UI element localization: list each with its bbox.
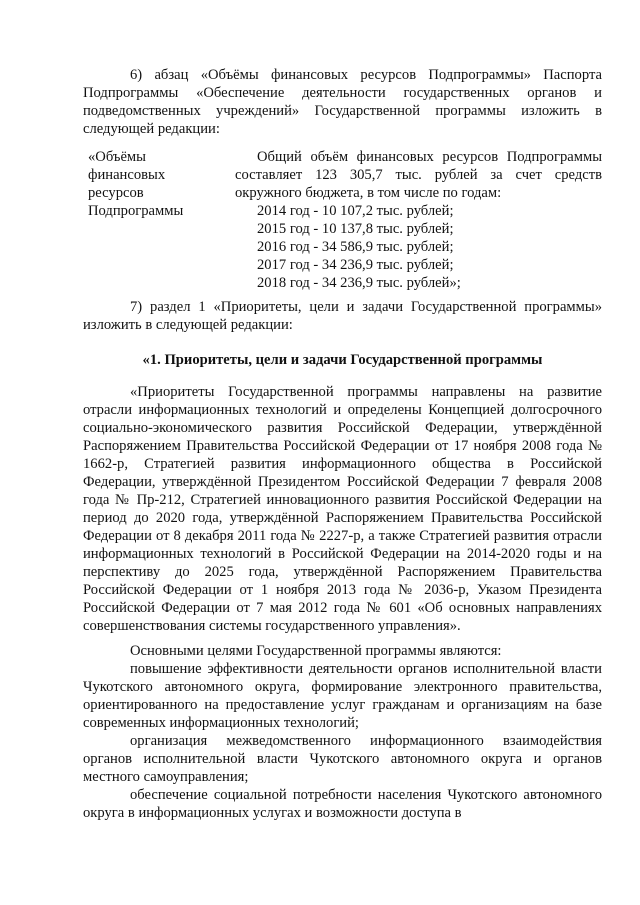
label-line: Подпрограммы (88, 203, 184, 219)
financing-year-row: 2016 год - 34 586,9 тыс. рублей; (257, 239, 454, 255)
item-7-paragraph: 7) раздел 1 «Приоритеты, цели и задачи Государственной программы» изложить в следующей редакции: (83, 299, 602, 333)
item-6-paragraph: 6) абзац «Объёмы финансовых ресурсов Подпрограммы» Паспорта Подпрограммы «Обеспечение деятельности государственных органов и подведомственных учреждений» Государственной программы изложить в следующей редакции: (83, 67, 602, 137)
goals-intro: Основными целями Государственной программы являются: (130, 643, 502, 659)
passport-field-label (88, 148, 228, 220)
financing-year-row: 2017 год - 34 236,9 тыс. рублей; (257, 257, 454, 273)
financing-total-text: Общий объём финансовых ресурсов Подпрограммы составляет 123 305,7 тыс. рублей за счет средств окружного бюджета, в том числе по годам: (235, 149, 602, 201)
goal-3-paragraph: обеспечение социальной потребности населения Чукотского автономного округа в информационных услугах и возможности доступа в (83, 787, 602, 821)
goal-2-paragraph: организация межведомственного информационного взаимодействия органов исполнительной власти Чукотского автономного округа и органов местного самоуправления; (83, 733, 602, 785)
label-line: «Объёмы (88, 149, 146, 165)
priorities-paragraph: «Приоритеты Государственной программы направлены на развитие отрасли информационных технологий и определены Концепцией долгосрочного социально-экономического развития Российской Федерации, утверждённой Распоряжением Правительства Российской Федерации от 17 ноября 2008 года № 1662-р, Стратегией развития информационного общества в Российской Федерации, утверждённой Президентом Российской Федерации 7 февраля 2008 года № Пр-212, Стратегией инновационного развития Российской Федерации на период до 2020 года, утверждённой Распоряжением Правительства Российской Федерации от 8 декабря 2011 года № 2227-р, а также Стратегией развития отрасли информационных технологий в Российской Федерации на 2014-2020 годы и на перспективу до 2025 года, утверждённой Распоряжением Правительства Российской Федерации от 1 ноября 2013 года № 2036-р, Указом Президента Российской Федерации от 7 мая 2012 года № 601 «Об основных направлениях совершенствования системы государственного управления». (83, 384, 602, 634)
label-line: ресурсов (88, 185, 144, 201)
passport-field-value (235, 148, 602, 292)
financing-year-row: 2015 год - 10 137,8 тыс. рублей; (257, 221, 454, 237)
section-heading: «1. Приоритеты, цели и задачи Государственной программы (142, 352, 543, 368)
label-line: финансовых (88, 167, 166, 183)
financing-year-row: 2014 год - 10 107,2 тыс. рублей; (257, 203, 454, 219)
financing-year-row: 2018 год - 34 236,9 тыс. рублей»; (257, 275, 461, 291)
goal-1-paragraph: повышение эффективности деятельности органов исполнительной власти Чукотского автономного округа, формирование электронного правительства, ориентированного на предоставление услуг гражданам и организациям на базе современных информационных технологий; (83, 661, 602, 731)
